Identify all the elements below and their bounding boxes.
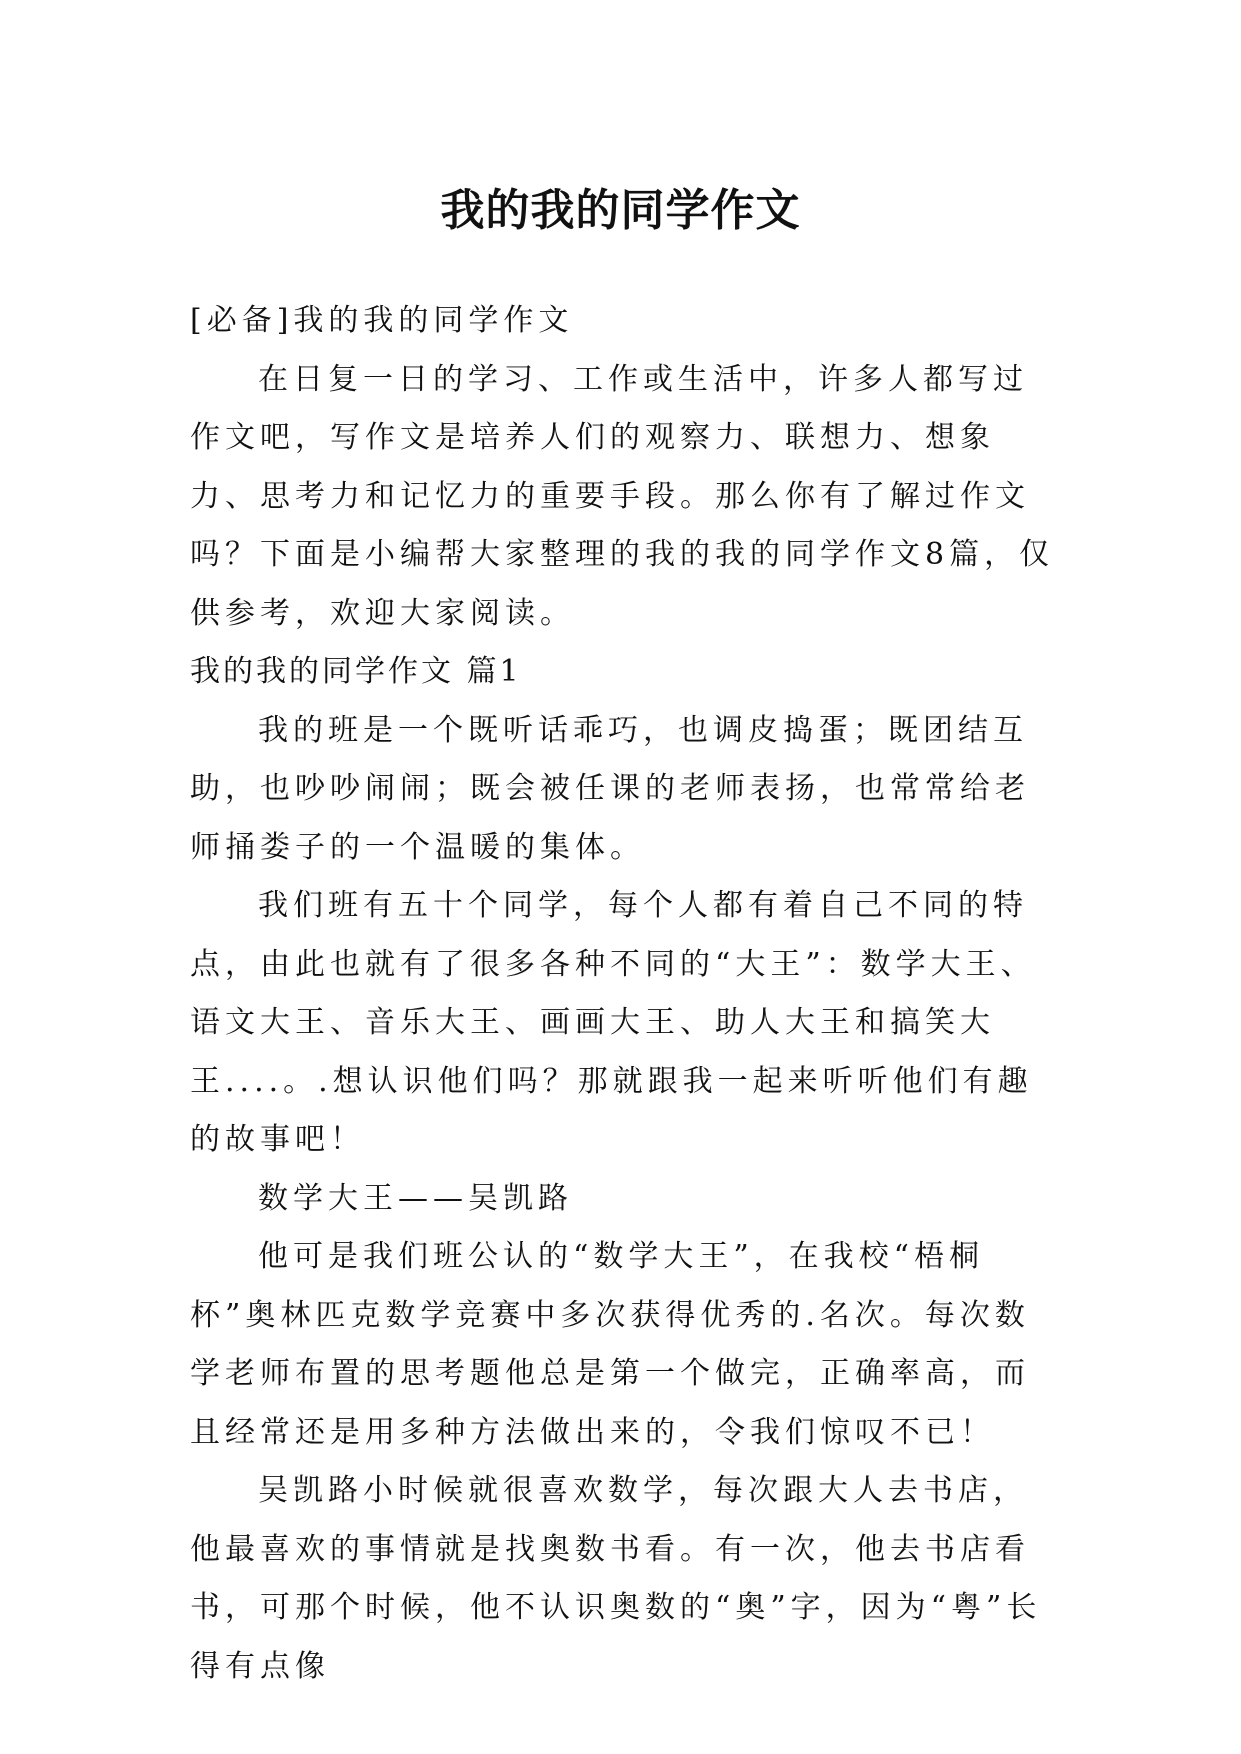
intro-paragraph: 在日复一日的学习、工作或生活中，许多人都写过作文吧，写作文是培养人们的观察力、联想力、想象力、思考力和记忆力的重要手段。那么你有了解过作文吗？下面是小编帮大家整理的我的我的同学作文8篇，仅供参考，欢迎大家阅读。 [190, 361, 1055, 631]
intro-heading: [必备]我的我的同学作文 [190, 303, 574, 338]
paragraph-math-story: 吴凯路小时候就很喜欢数学，每次跟大人去书店，他最喜欢的事情就是找奥数书看。有一次，他去书店看书，可那个时候，他不认识奥数的“奥”字，因为“粤”长得有点像 [190, 1473, 1042, 1684]
paragraph-math-king: 他可是我们班公认的“数学大王”，在我校“梧桐杯”奥林匹克数学竞赛中多次获得优秀的.名次。每次数学老师布置的思考题他总是第一个做完，正确率高，而且经常还是用多种方法做出来的，令我们惊叹不已！ [190, 1239, 1030, 1450]
section-heading-1: 我的我的同学作文 篇1 [190, 654, 522, 689]
document-title: 我的我的同学作文 [440, 185, 801, 237]
subheading-math-king: 数学大王——吴凯路 [258, 1180, 573, 1216]
paragraph-class-description: 我的班是一个既听话乖巧，也调皮捣蛋；既团结互助，也吵吵闹闹；既会被任课的老师表扬，也常常给老师捅娄子的一个温暖的集体。 [190, 712, 1030, 865]
document-body [190, 292, 1062, 1696]
paragraph-classmates: 我们班有五十个同学，每个人都有着自己不同的特点，由此也就有了很多各种不同的“大王”：数学大王、语文大王、音乐大王、画画大王、助人大王和搞笑大王....。.想认识他们吗？那就跟我一起来听听他们有趣的故事吧！ [190, 888, 1036, 1157]
